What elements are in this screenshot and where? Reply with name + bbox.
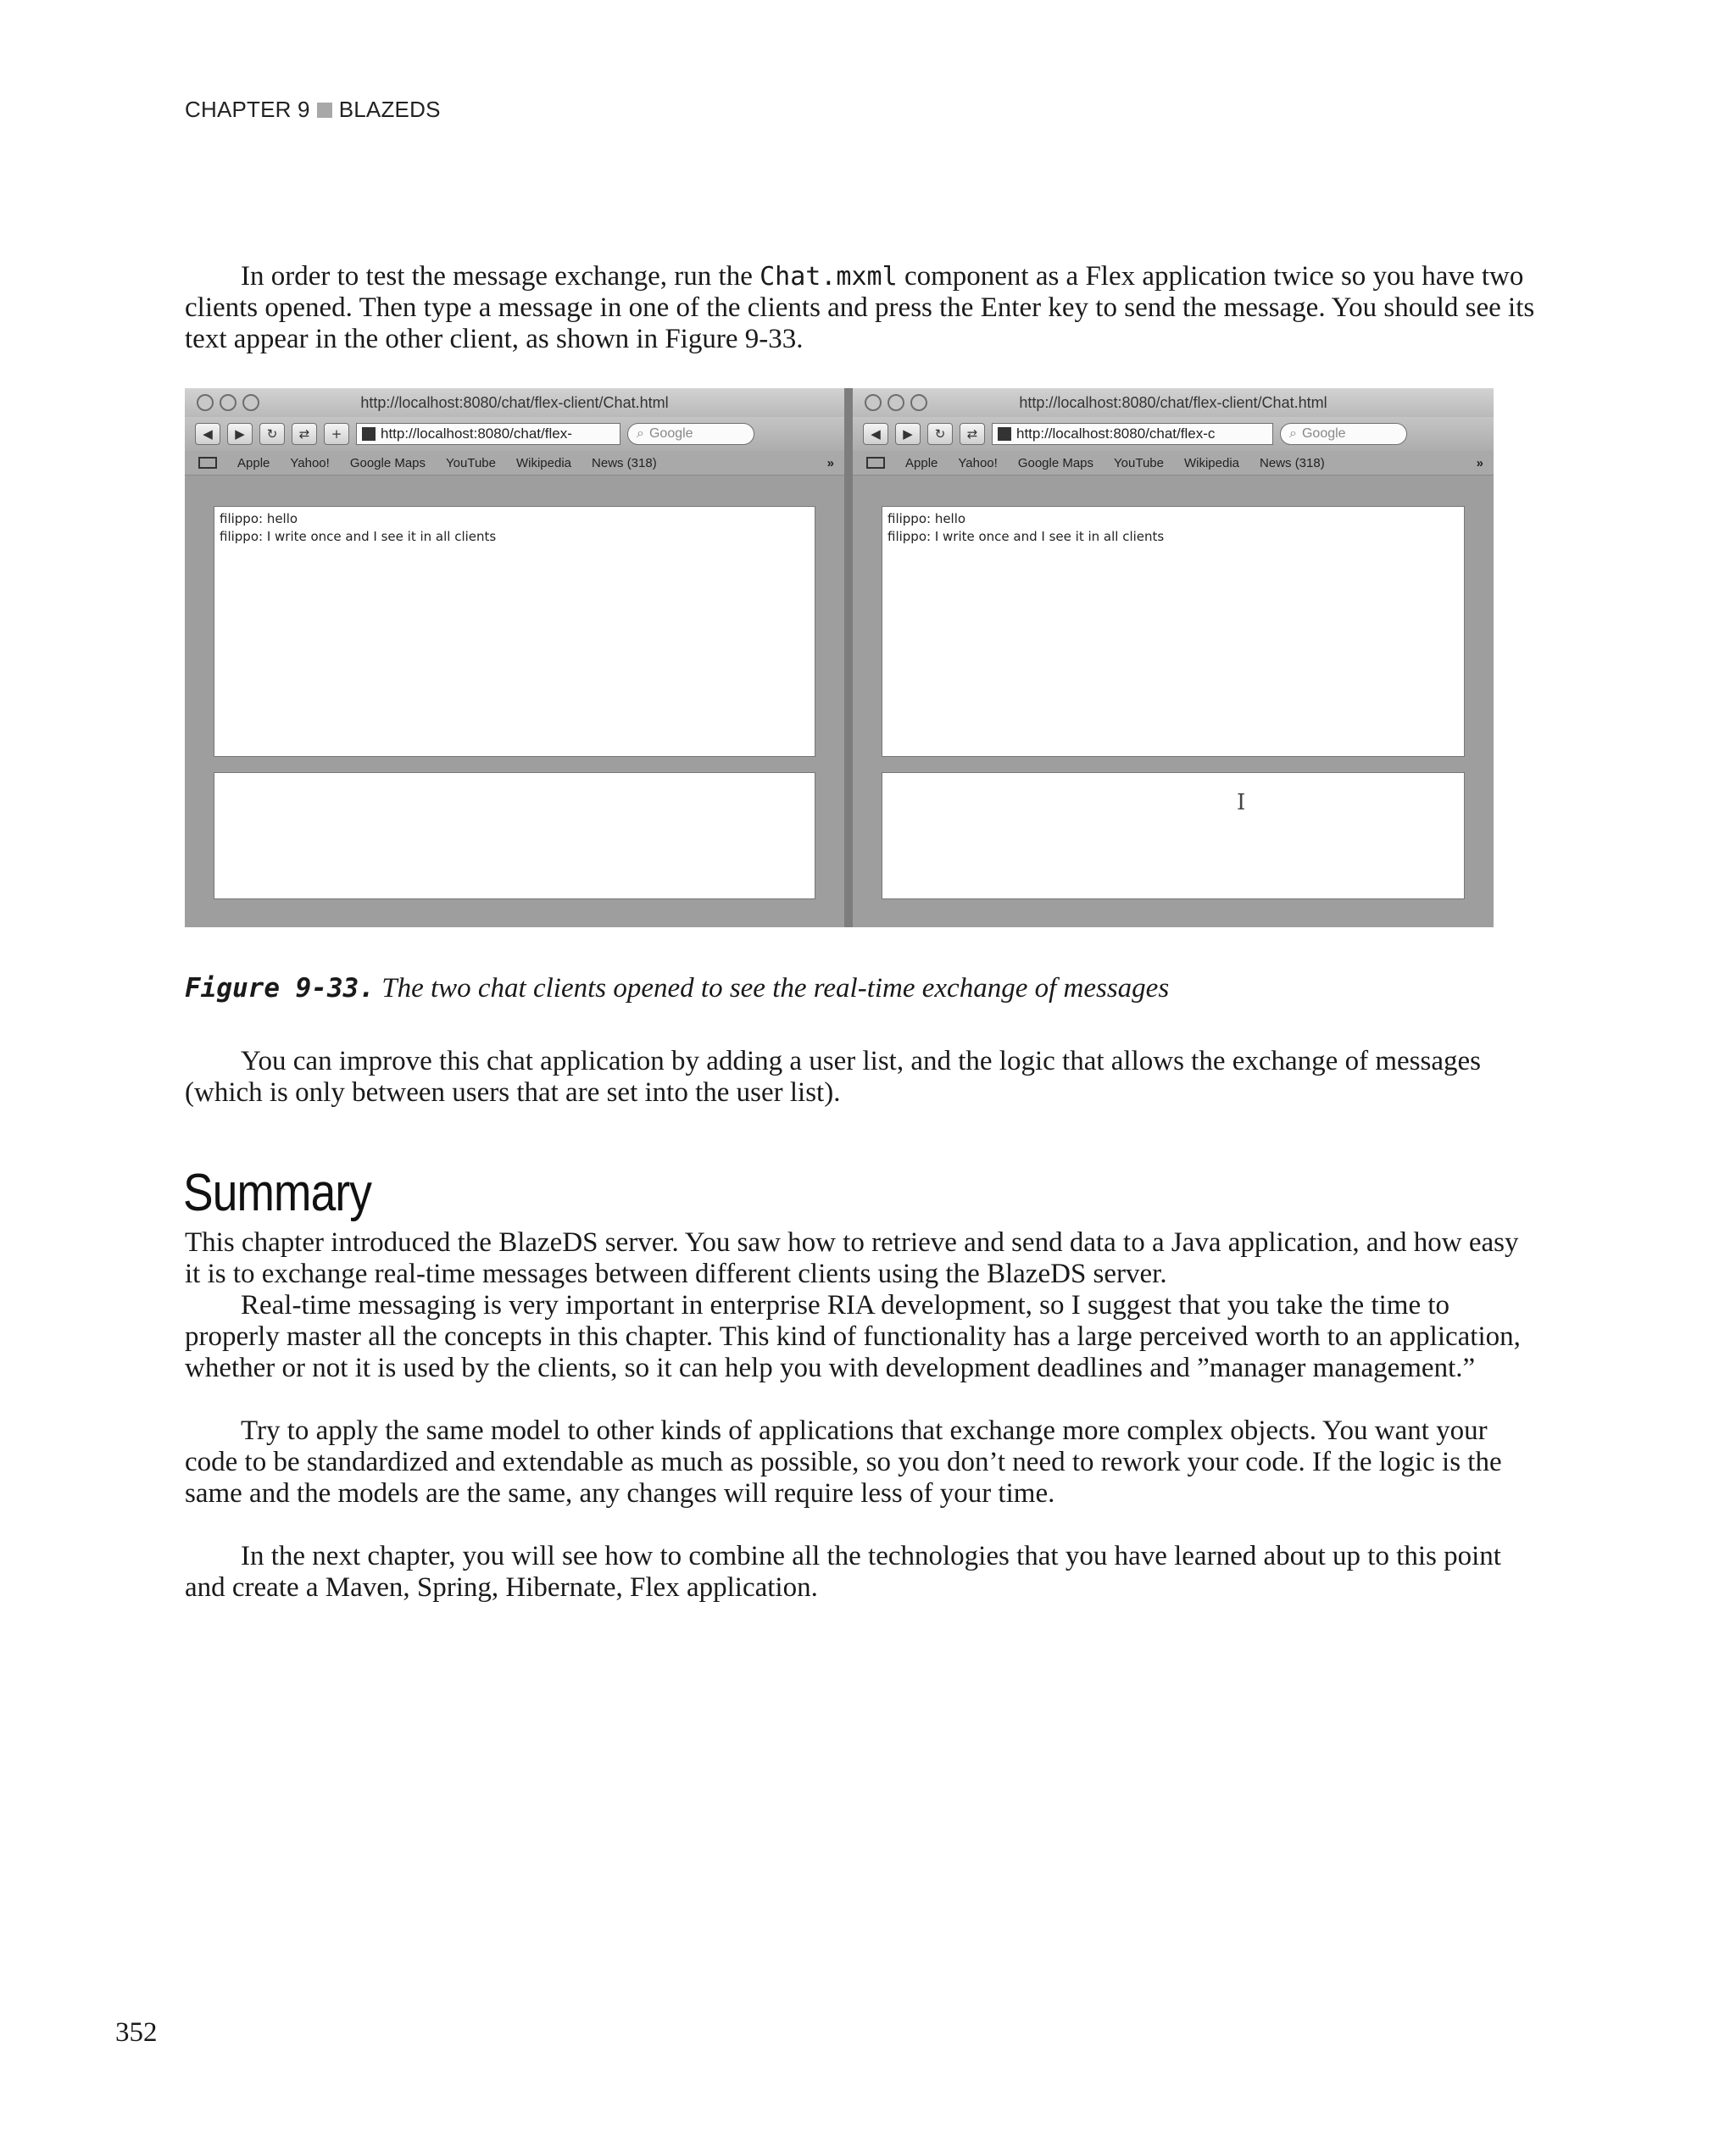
more-bookmarks-icon[interactable]: »	[1476, 455, 1483, 470]
page-number: 352	[115, 2017, 158, 2048]
bookmark-google-maps[interactable]: Google Maps	[1017, 455, 1094, 470]
forward-button[interactable]	[227, 423, 253, 445]
figure-label: Figure 9-33.	[185, 973, 375, 1004]
browser-toolbar	[185, 417, 844, 451]
intro-paragraph	[185, 261, 1541, 355]
search-icon: ⌕	[637, 426, 644, 441]
summary-paragraph-4: In the next chapter, you will see how to combine all the technologies that you have learned about up to this point and create a Maven, Spring, Hibernate, Flex application.	[185, 1541, 1501, 1603]
page-content	[853, 475, 1494, 927]
running-head	[185, 97, 441, 123]
chat-input[interactable]	[882, 772, 1465, 899]
chat-message: filippo: hello	[887, 511, 966, 526]
bookmark-news[interactable]: News (318)	[1260, 455, 1325, 470]
browser-window-left	[185, 388, 844, 927]
reload-button[interactable]	[259, 423, 285, 445]
intro-text-1: In order to test the message exchange, run the	[241, 261, 760, 292]
forward-button[interactable]	[895, 423, 921, 445]
search-field[interactable]	[1280, 423, 1407, 445]
summary-paragraph-2: Real-time messaging is very important in enterprise RIA development, so I suggest that you take the time to properly master all the concepts in this chapter. This kind of functionality has a large perceived worth to an application, whether or not it is used by the clients, so it can help you with development deadlines and ”manager management.”	[185, 1290, 1521, 1383]
address-text: http://localhost:8080/chat/flex-c	[1016, 425, 1216, 442]
bookmark-wikipedia[interactable]: Wikipedia	[1183, 455, 1240, 470]
figure-screenshot	[185, 388, 1494, 927]
window-divider	[844, 388, 853, 927]
running-head-title: BLAZEDS	[338, 97, 441, 122]
summary-paragraph-3: Try to apply the same model to other kinds of applications that exchange more complex objects. You want your code to be standardized and extendable as much as possible, so you don’t need to rework your code. If the logic is the same and the models are the same, any changes will require less of your time.	[185, 1415, 1502, 1509]
bookmark-yahoo[interactable]: Yahoo!	[958, 455, 998, 470]
title-bar	[185, 388, 844, 417]
browser-window-right	[853, 388, 1494, 927]
search-placeholder: Google	[648, 426, 693, 441]
reload-button[interactable]	[927, 423, 953, 445]
bookmark-youtube[interactable]: YouTube	[1114, 455, 1164, 470]
plus-icon: +	[331, 426, 342, 442]
favicon-icon	[362, 427, 376, 441]
snapback-icon: ⇄	[298, 426, 310, 442]
chat-log	[214, 506, 815, 757]
more-bookmarks-icon[interactable]: »	[826, 455, 834, 470]
text-cursor-icon: I	[1237, 790, 1246, 815]
bookmark-wikipedia[interactable]: Wikipedia	[515, 455, 572, 470]
bookmark-youtube[interactable]: YouTube	[446, 455, 496, 470]
figure-caption	[185, 973, 1169, 1004]
chat-message: filippo: I write once and I see it in all clients	[220, 529, 497, 544]
snapback-button[interactable]	[292, 423, 317, 445]
bookmarks-bar	[185, 451, 844, 475]
bookmarks-book-icon[interactable]	[866, 457, 885, 469]
reload-icon: ↻	[266, 426, 278, 442]
running-head-separator	[317, 103, 332, 118]
reload-icon: ↻	[934, 426, 946, 442]
inline-code: Chat.mxml	[760, 262, 898, 292]
summary-paragraph-1: This chapter introduced the BlazeDS server. You saw how to retrieve and send data to a Java application, and how easy it is to exchange real-time messages between different clients using the BlazeDS server.	[185, 1227, 1519, 1289]
search-field[interactable]	[627, 423, 754, 445]
forward-arrow-icon: ▶	[903, 426, 913, 442]
bookmark-google-maps[interactable]: Google Maps	[349, 455, 426, 470]
search-icon: ⌕	[1289, 426, 1297, 441]
chat-message: filippo: hello	[220, 511, 298, 526]
title-bar	[853, 388, 1494, 417]
bookmarks-book-icon[interactable]	[198, 457, 217, 469]
bookmark-news[interactable]: News (318)	[592, 455, 657, 470]
back-button[interactable]	[863, 423, 888, 445]
chat-message: filippo: I write once and I see it in all clients	[887, 529, 1165, 544]
chat-input[interactable]	[214, 772, 815, 899]
address-bar[interactable]	[992, 423, 1273, 445]
bookmark-yahoo[interactable]: Yahoo!	[290, 455, 330, 470]
figure-caption-text: The two chat clients opened to see the real-time exchange of messages	[374, 973, 1170, 1004]
window-title: http://localhost:8080/chat/flex-client/Chat.html	[1019, 393, 1327, 411]
chat-log	[882, 506, 1465, 757]
window-title: http://localhost:8080/chat/flex-client/Chat.html	[360, 393, 669, 411]
back-button[interactable]	[195, 423, 220, 445]
back-arrow-icon: ◀	[203, 426, 213, 442]
search-placeholder: Google	[1301, 426, 1346, 441]
snapback-icon: ⇄	[966, 426, 978, 442]
address-bar[interactable]	[356, 423, 620, 445]
intro-text-2: component as a Flex application twice so you have two clients opened. Then type a message in one of the clients and press the Enter key to send the message. You should see its text appear in the other client, as shown in Figure 9-33.	[185, 261, 1535, 354]
forward-arrow-icon: ▶	[235, 426, 245, 442]
page-content	[185, 475, 844, 927]
snapback-button[interactable]	[960, 423, 985, 445]
address-text: http://localhost:8080/chat/flex-	[381, 425, 572, 442]
back-arrow-icon: ◀	[871, 426, 881, 442]
section-heading: Summary	[183, 1164, 372, 1222]
add-bookmark-button[interactable]	[324, 423, 349, 445]
improve-paragraph: You can improve this chat application by adding a user list, and the logic that allows the exchange of messages (which is only between users that are set into the user list).	[185, 1046, 1481, 1108]
bookmark-apple[interactable]: Apple	[237, 455, 270, 470]
bookmarks-bar	[853, 451, 1494, 475]
running-head-chapter: CHAPTER 9	[185, 97, 310, 122]
bookmark-apple[interactable]: Apple	[905, 455, 938, 470]
favicon-icon	[998, 427, 1011, 441]
browser-toolbar	[853, 417, 1494, 451]
